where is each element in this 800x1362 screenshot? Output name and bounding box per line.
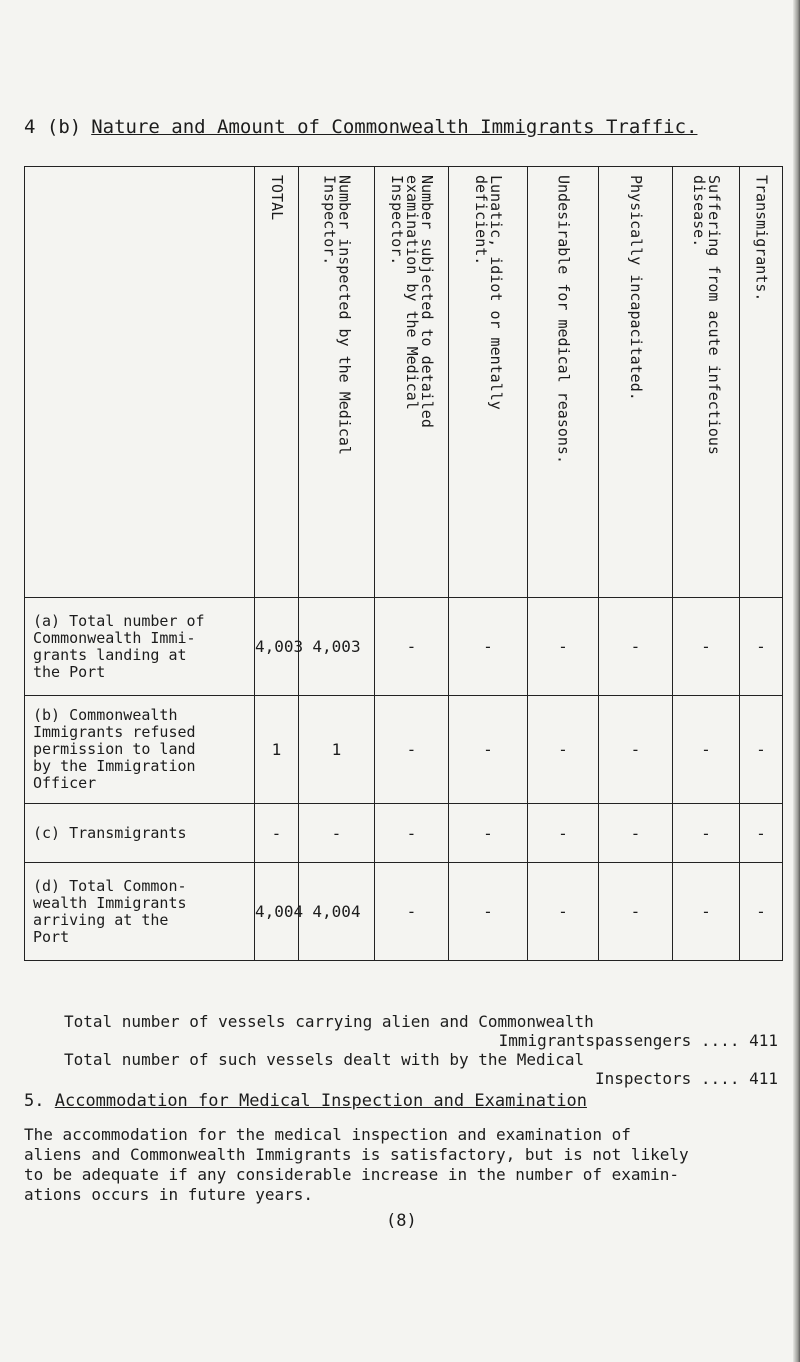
section-number: 5. xyxy=(24,1091,45,1111)
table-cell: - xyxy=(673,804,740,863)
totals-line xyxy=(64,1069,778,1088)
table-cell: - xyxy=(375,863,449,961)
table-cell: - xyxy=(375,598,449,696)
immigrants-table xyxy=(24,166,783,961)
section-5-heading xyxy=(24,1091,587,1111)
table-cell: - xyxy=(599,598,673,696)
table-cell: 4,004 xyxy=(299,863,375,961)
column-header: Physically incapacitated. xyxy=(599,167,673,598)
column-header: Number subjected to detailed examination by the Medical Inspector. xyxy=(375,167,449,598)
totals-line: Total number of vessels carrying alien and Commonwealth xyxy=(64,1012,594,1031)
table-cell: - xyxy=(528,863,599,961)
table-cell: - xyxy=(740,804,783,863)
section-heading xyxy=(24,116,697,138)
row-label: (b) Commonwealth Immigrants refused permission to land by the Immigration Officer xyxy=(25,696,255,804)
section-number: 4 (b) xyxy=(24,116,82,138)
totals-value: 411 xyxy=(749,1069,778,1088)
table-row xyxy=(25,696,783,804)
table-header-row xyxy=(25,167,783,598)
section-title: Accommodation for Medical Inspection and Examination xyxy=(54,1091,587,1111)
table-cell: 1 xyxy=(299,696,375,804)
table-row xyxy=(25,863,783,961)
table-cell: - xyxy=(449,804,528,863)
table-cell: - xyxy=(299,804,375,863)
table-cell: - xyxy=(673,598,740,696)
table-cell: 4,003 xyxy=(299,598,375,696)
totals-value: 411 xyxy=(749,1031,778,1050)
table-cell: - xyxy=(673,863,740,961)
table-cell: 4,004 xyxy=(255,863,299,961)
column-header: Suffering from acute infectious disease. xyxy=(673,167,740,598)
table-cell: - xyxy=(449,598,528,696)
page-edge-shadow xyxy=(793,0,800,1362)
table-cell: - xyxy=(599,696,673,804)
table-cell: - xyxy=(740,863,783,961)
column-header: TOTAL xyxy=(255,167,299,598)
table-cell: - xyxy=(673,696,740,804)
column-header: Undesirable for medical reasons. xyxy=(528,167,599,598)
row-label: (d) Total Common- wealth Immigrants arriving at the Port xyxy=(25,863,255,961)
totals-label: Inspectors .... xyxy=(594,1069,740,1088)
table-cell: - xyxy=(528,804,599,863)
column-header: Number inspected by the Medical Inspector. xyxy=(299,167,375,598)
table-cell: - xyxy=(449,863,528,961)
vessel-totals xyxy=(64,1012,778,1088)
table-cell: - xyxy=(255,804,299,863)
corner-cell xyxy=(25,167,255,598)
table-cell: 4,003 xyxy=(255,598,299,696)
table-row xyxy=(25,804,783,863)
totals-label: Immigrantspassengers .... xyxy=(498,1031,740,1050)
section-title: Nature and Amount of Commonwealth Immigrants Traffic. xyxy=(91,116,698,138)
table-row xyxy=(25,598,783,696)
table-cell: - xyxy=(375,696,449,804)
table-cell: 1 xyxy=(255,696,299,804)
table-cell: - xyxy=(599,863,673,961)
column-header: Transmigrants. xyxy=(740,167,783,598)
table-cell: - xyxy=(599,804,673,863)
totals-line: Total number of such vessels dealt with by the Medical xyxy=(64,1050,585,1069)
table-cell: - xyxy=(740,696,783,804)
totals-line xyxy=(64,1031,778,1050)
section-5-body: The accommodation for the medical inspection and examination of aliens and Commonwealth Immigrants is satisfactory, but is not likely to be adequate if any considerable increase in the number of examin- ations occurs in future years. xyxy=(24,1125,689,1204)
row-label: (a) Total number of Commonwealth Immi- grants landing at the Port xyxy=(25,598,255,696)
table-cell: - xyxy=(528,696,599,804)
table-cell: - xyxy=(528,598,599,696)
column-header: Lunatic, idiot or mentally deficient. xyxy=(449,167,528,598)
table-cell: - xyxy=(375,804,449,863)
table-cell: - xyxy=(449,696,528,804)
table-cell: - xyxy=(740,598,783,696)
page-number: (8) xyxy=(386,1211,417,1231)
row-label: (c) Transmigrants xyxy=(25,804,255,863)
